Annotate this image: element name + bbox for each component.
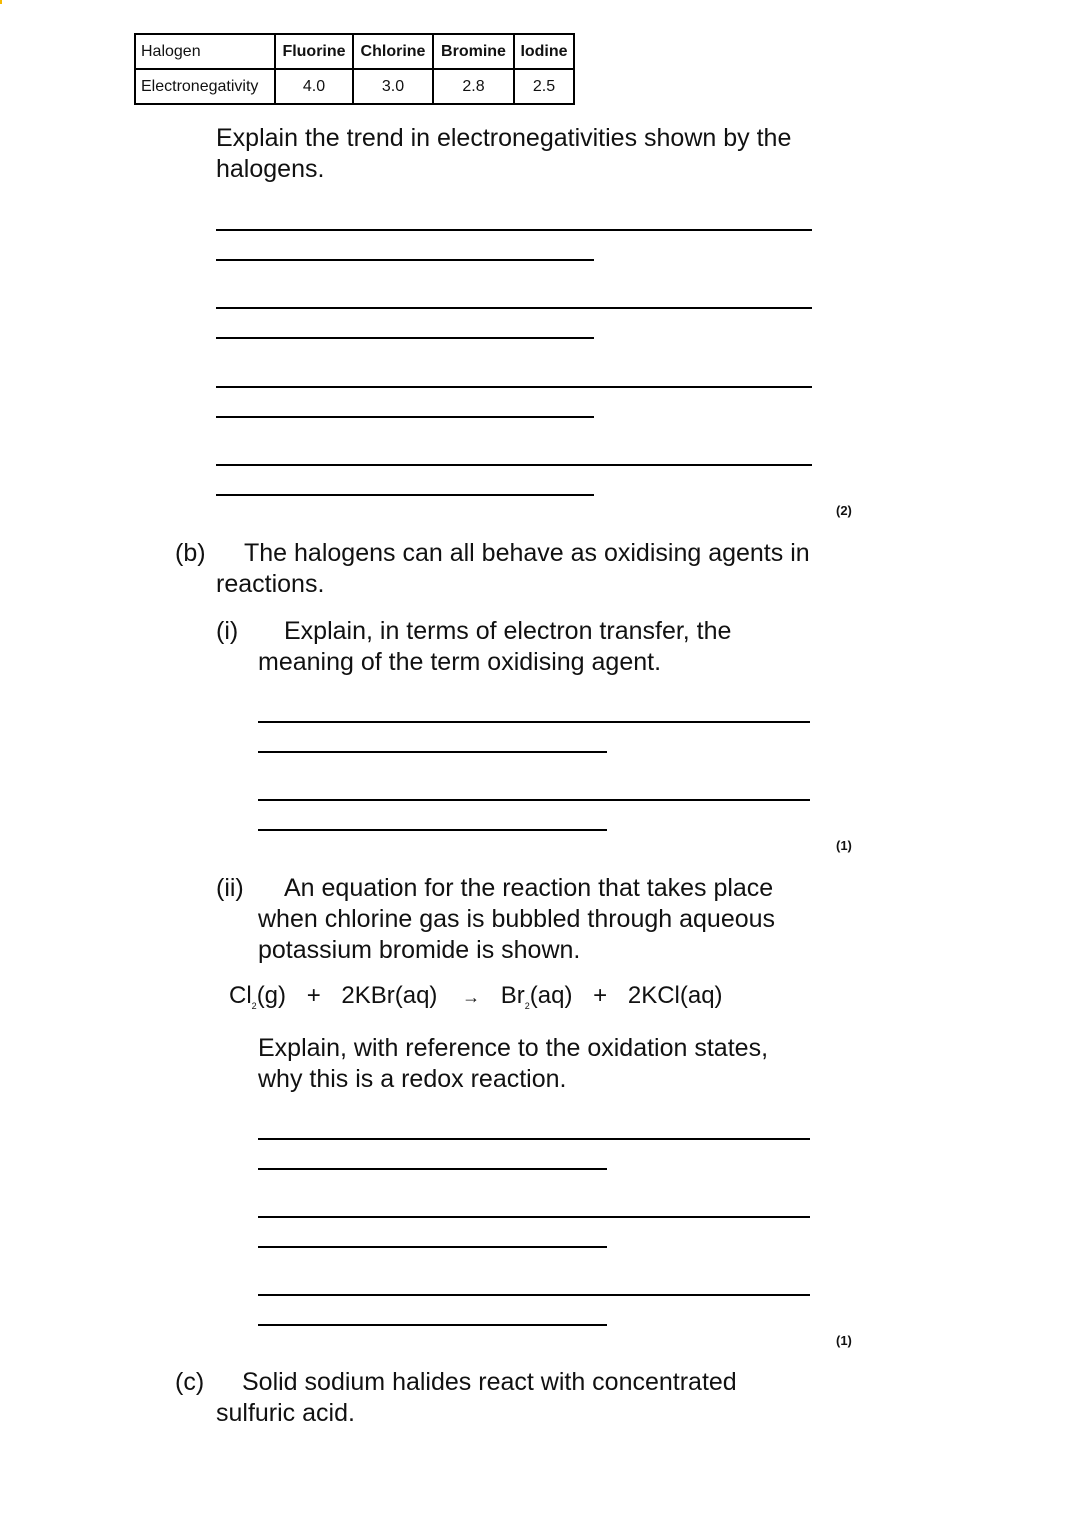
question-b-label: (b) [175, 539, 206, 567]
marks-b-ii: (1) [836, 1333, 852, 1348]
answer-line[interactable] [216, 494, 594, 496]
eq-chlorine: $Cl_2(g)$ [229, 982, 287, 1011]
row-header-halogen: Halogen [135, 34, 275, 69]
table-row [135, 34, 574, 69]
electronegativity-table [134, 33, 575, 105]
eq-potassium-chloride: 2KCl(aq) [627, 982, 723, 1009]
table-row [135, 69, 574, 104]
eq-arrow: → [462, 987, 481, 1007]
cell-value-bromine: 2.8 [433, 69, 514, 104]
answer-line[interactable] [216, 386, 812, 388]
chemical-equation [229, 982, 723, 1010]
question-a-text: Explain the trend in electronegativities shown by the halogens. [216, 124, 792, 183]
corner-mark [0, 0, 2, 4]
answer-line[interactable] [258, 1168, 607, 1170]
question-b-ii-followup: Explain, with reference to the oxidation states, why this is a redox reaction. [258, 1034, 769, 1093]
question-b-i-text: Explain, in terms of electron transfer, the meaning of the term oxidising agent. [258, 617, 732, 676]
answer-line[interactable] [258, 1246, 607, 1248]
answer-line[interactable] [216, 229, 812, 231]
question-c-label: (c) [175, 1368, 205, 1396]
marks-b-i: (1) [836, 838, 852, 853]
cell-value-chlorine: 3.0 [353, 69, 433, 104]
cell-value-iodine: 2.5 [514, 69, 574, 104]
cell-bromine: Bromine [433, 34, 514, 69]
answer-line[interactable] [216, 337, 594, 339]
marks-a: (2) [836, 503, 852, 518]
cell-iodine: Iodine [514, 34, 574, 69]
answer-line[interactable] [258, 1216, 810, 1218]
answer-line[interactable] [258, 751, 607, 753]
row-header-electronegativity: Electronegativity [135, 69, 275, 104]
answer-line[interactable] [258, 1138, 810, 1140]
answer-line[interactable] [258, 829, 607, 831]
answer-line[interactable] [258, 1294, 810, 1296]
eq-bromine: $Br_2(aq)$ [500, 982, 573, 1011]
answer-line[interactable] [216, 416, 594, 418]
answer-line[interactable] [258, 1324, 607, 1326]
answer-line[interactable] [258, 799, 810, 801]
answer-line[interactable] [216, 259, 594, 261]
eq-plus: + [593, 982, 608, 1009]
eq-potassium-bromide: 2KBr(aq) [341, 982, 438, 1009]
answer-line[interactable] [258, 721, 810, 723]
question-c-text: Solid sodium halides react with concentrated sulfuric acid. [216, 1368, 737, 1427]
question-b-ii-label: (ii) [216, 874, 244, 902]
cell-chlorine: Chlorine [353, 34, 433, 69]
cell-value-fluorine: 4.0 [275, 69, 353, 104]
eq-plus: + [306, 982, 321, 1009]
answer-line[interactable] [216, 307, 812, 309]
cell-fluorine: Fluorine [275, 34, 353, 69]
question-b-ii-text: An equation for the reaction that takes place when chlorine gas is bubbled through aqueous potassium bromide is shown. [258, 874, 776, 964]
answer-line[interactable] [216, 464, 812, 466]
question-b-i-label: (i) [216, 617, 239, 645]
question-b-text: The halogens can all behave as oxidising agents in reactions. [216, 539, 810, 598]
